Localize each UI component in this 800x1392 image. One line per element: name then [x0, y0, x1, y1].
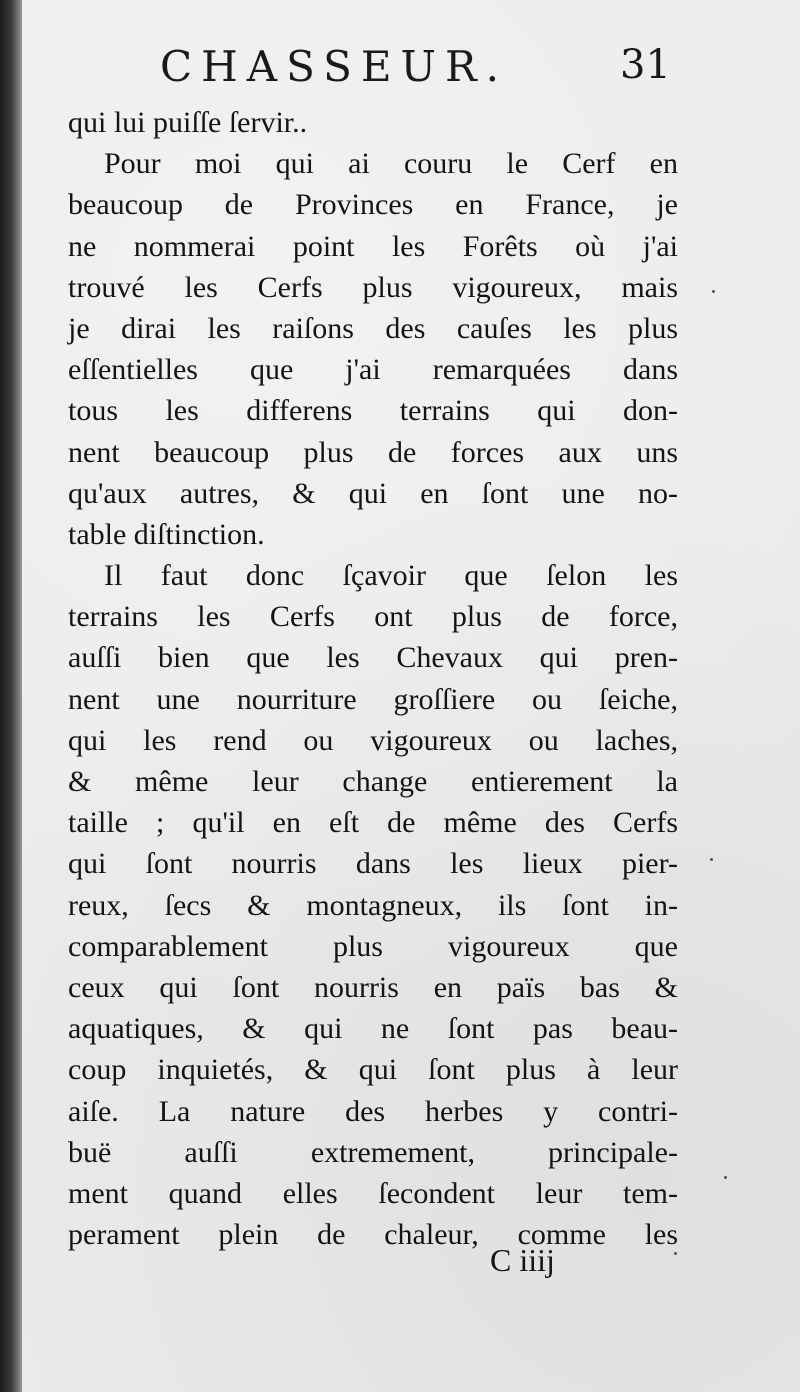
text-line: je dirai les raiſons des cauſes les plus	[68, 311, 678, 345]
text-line: reux, ſecs & montagneux, ils ſont in-	[68, 888, 678, 922]
text-line: taille ; qu'il en eſt de même des Cerfs	[68, 806, 678, 840]
text-line: tous les differens terrains qui don-	[68, 394, 678, 428]
text-line: & même leur change entierement la	[68, 765, 678, 798]
book-page	[22, 0, 800, 1392]
text-line: nent beaucoup plus de forces aux uns	[68, 435, 678, 469]
text-line: terrains les Cerfs ont plus de force,	[68, 600, 678, 634]
text-line: ceux qui ſont nourris en païs bas &	[68, 970, 678, 1004]
text-line: beaucoup de Provinces en France, je	[68, 188, 678, 222]
text-line: qui les rend ou vigoureux ou laches,	[68, 723, 678, 757]
running-head-title: CHASSEUR.	[160, 42, 508, 91]
text-line: ment quand elles ſecondent leur tem-	[68, 1176, 678, 1210]
page-number: 31	[620, 42, 671, 88]
text-line: qu'aux autres, & qui en ſont une no-	[68, 476, 678, 510]
paper-speck	[674, 1252, 677, 1255]
text-line: ne nommerai point les Forêts où j'ai	[68, 229, 678, 263]
paper-speck	[724, 1176, 727, 1179]
paper-speck	[712, 290, 715, 293]
text-line: comparablement plus vigoureux que	[68, 929, 678, 963]
paper-speck	[710, 858, 713, 861]
text-line: qui ſont nourris dans les lieux pier-	[68, 847, 678, 881]
body-text	[68, 102, 678, 1255]
text-line: auſſi bien que les Chevaux qui pren-	[68, 641, 678, 675]
text-line: Il faut donc ſçavoir que ſelon les	[104, 559, 678, 593]
text-line: aiſe. La nature des herbes y contri-	[68, 1094, 678, 1128]
text-line: nent une nourriture groſſiere ou ſeiche,	[68, 682, 678, 716]
text-line: eſſentielles que j'ai remarquées dans	[68, 353, 678, 387]
text-line: coup inquietés, & qui ſont plus à leur	[68, 1053, 678, 1087]
text-line: aquatiques, & qui ne ſont pas beau-	[68, 1012, 678, 1046]
signature-mark: C iiij	[490, 1242, 555, 1278]
text-line: qui lui puiſſe ſervir..	[68, 106, 308, 139]
text-line: trouvé les Cerfs plus vigoureux, mais	[68, 270, 678, 304]
text-line: Pour moi qui ai couru le Cerf en	[104, 147, 678, 181]
text-line: buë auſſi extremement, principale-	[68, 1135, 678, 1169]
text-line: table diſtinction.	[68, 517, 265, 551]
running-head	[22, 42, 800, 102]
text-line: perament plein de chaleur, comme les	[68, 1218, 678, 1252]
